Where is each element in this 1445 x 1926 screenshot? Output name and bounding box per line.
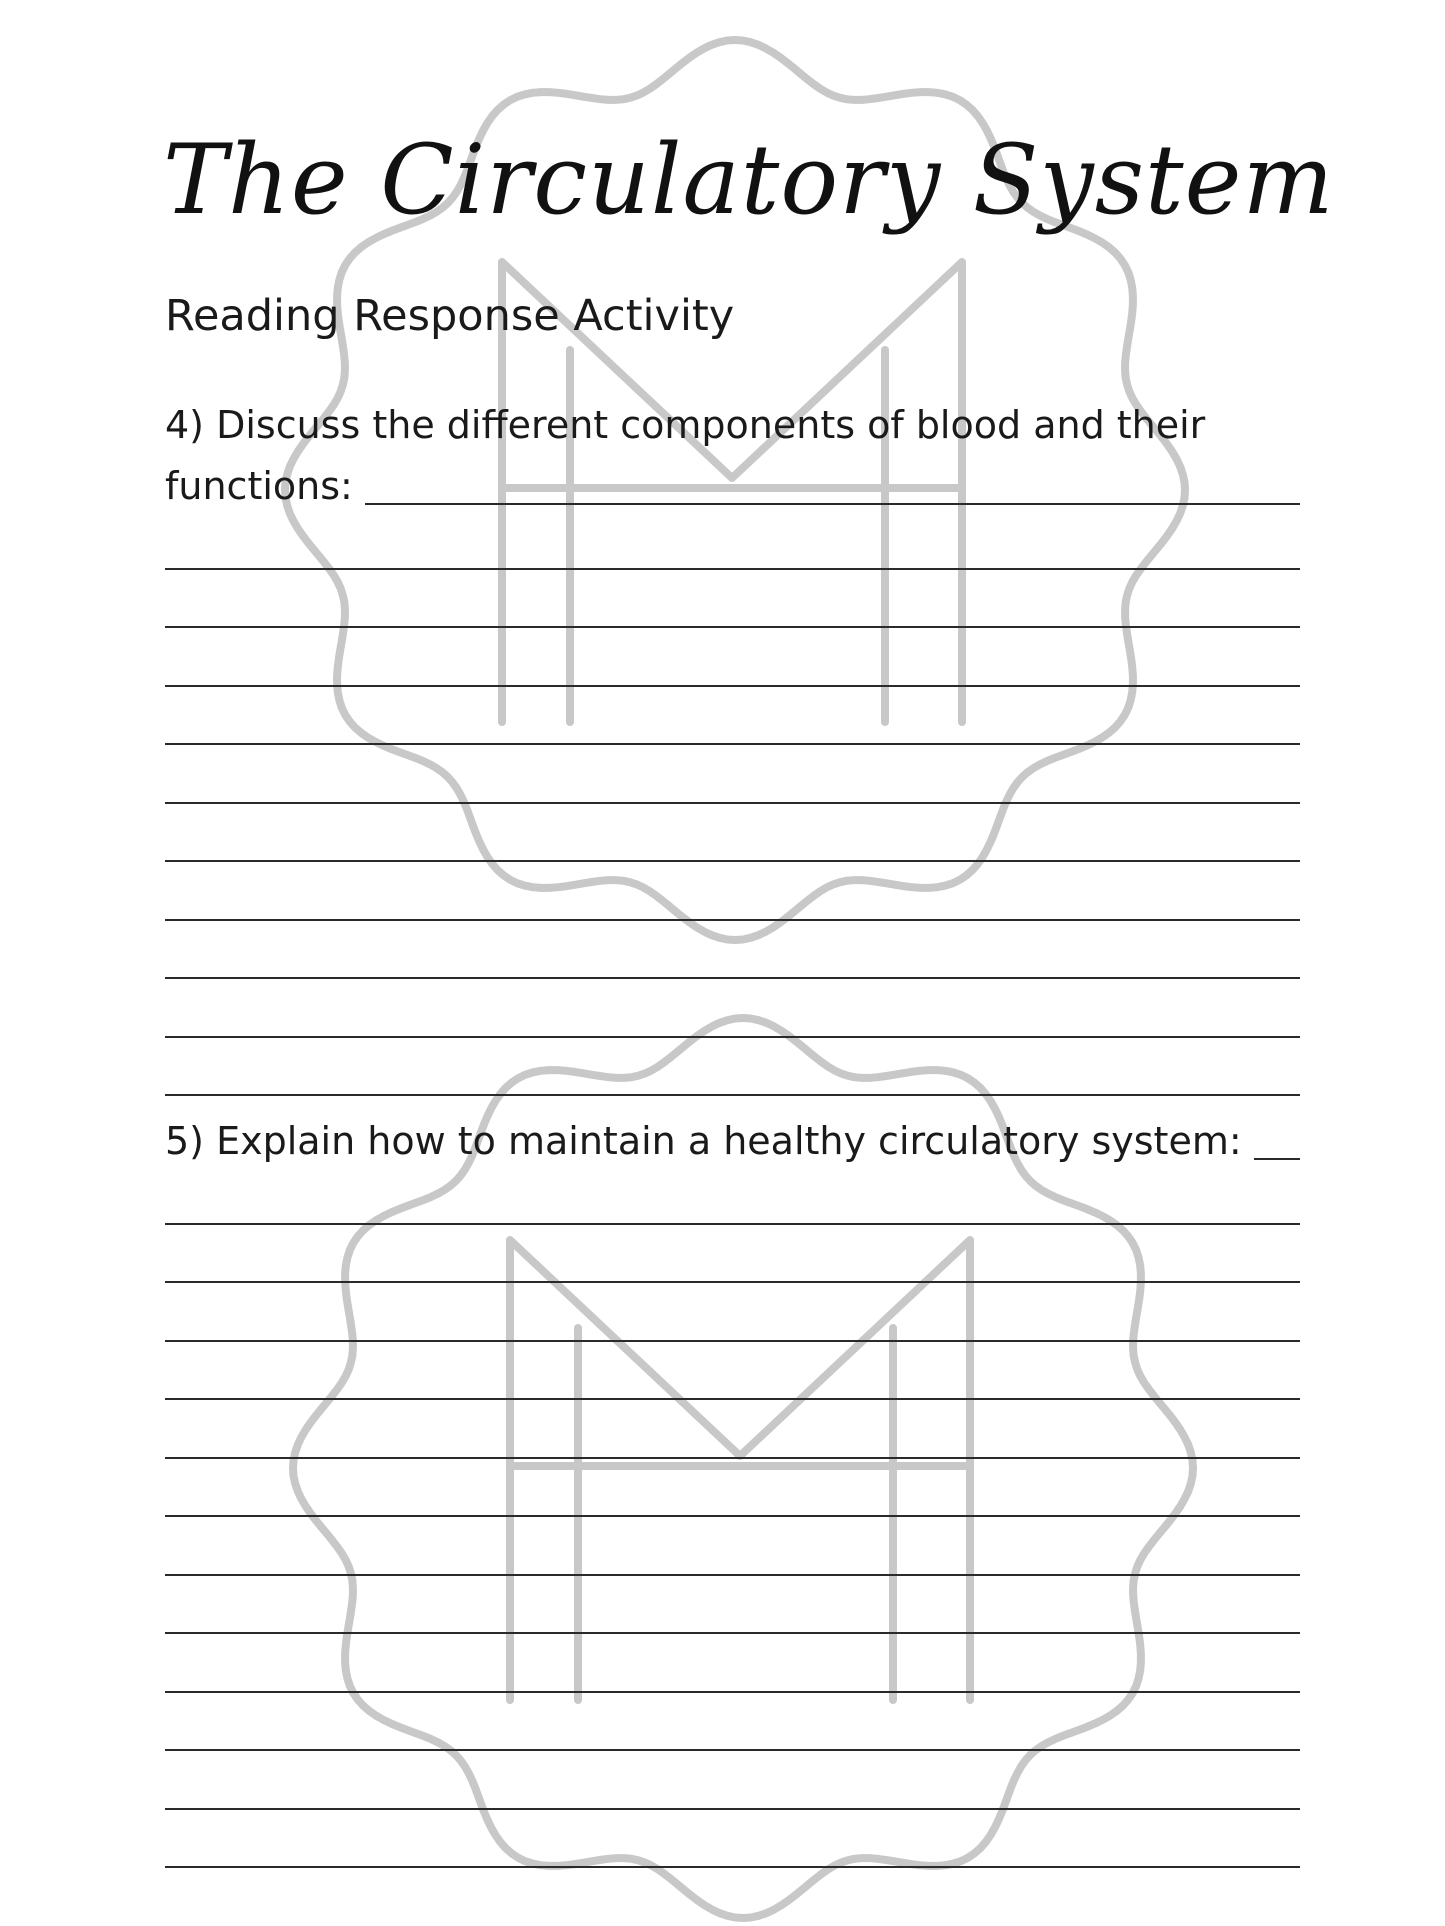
answer-line[interactable]	[165, 979, 1300, 1038]
answer-line[interactable]	[165, 570, 1300, 629]
answer-line[interactable]	[165, 1517, 1300, 1576]
question-5-answer-lines	[165, 1166, 1300, 1868]
answer-line[interactable]	[165, 1693, 1300, 1752]
answer-line[interactable]	[165, 1810, 1300, 1869]
question-4-prompt: 4) Discuss the different components of blood and their	[165, 403, 1206, 447]
answer-line[interactable]	[165, 1166, 1300, 1225]
answer-line[interactable]	[165, 687, 1300, 746]
question-4-line-1	[165, 389, 1300, 450]
answer-line[interactable]	[165, 921, 1300, 980]
answer-line[interactable]	[165, 1400, 1300, 1459]
question-4	[165, 389, 1300, 1096]
worksheet-subtitle: Reading Response Activity	[165, 291, 735, 341]
question-5-line-1	[165, 1105, 1300, 1166]
answer-line[interactable]	[165, 1038, 1300, 1097]
page-title: The Circulatory System	[163, 124, 1335, 236]
question-4-answer-lines	[165, 511, 1300, 1096]
answer-rule[interactable]	[365, 503, 1300, 505]
answer-line[interactable]	[165, 1342, 1300, 1401]
answer-line[interactable]	[165, 745, 1300, 804]
answer-line[interactable]	[165, 1283, 1300, 1342]
answer-line[interactable]	[165, 804, 1300, 863]
answer-line[interactable]	[165, 1751, 1300, 1810]
answer-line[interactable]	[165, 862, 1300, 921]
answer-line[interactable]	[165, 511, 1300, 570]
answer-rule[interactable]	[1254, 1158, 1300, 1160]
question-4-prompt-continued: functions:	[165, 464, 353, 508]
answer-line[interactable]	[165, 628, 1300, 687]
question-4-line-2	[165, 450, 1300, 511]
answer-line[interactable]	[165, 1225, 1300, 1284]
question-5-prompt: 5) Explain how to maintain a healthy circulatory system:	[165, 1119, 1242, 1163]
answer-line[interactable]	[165, 1576, 1300, 1635]
answer-line[interactable]	[165, 1634, 1300, 1693]
question-5	[165, 1105, 1300, 1868]
answer-line[interactable]	[165, 1459, 1300, 1518]
